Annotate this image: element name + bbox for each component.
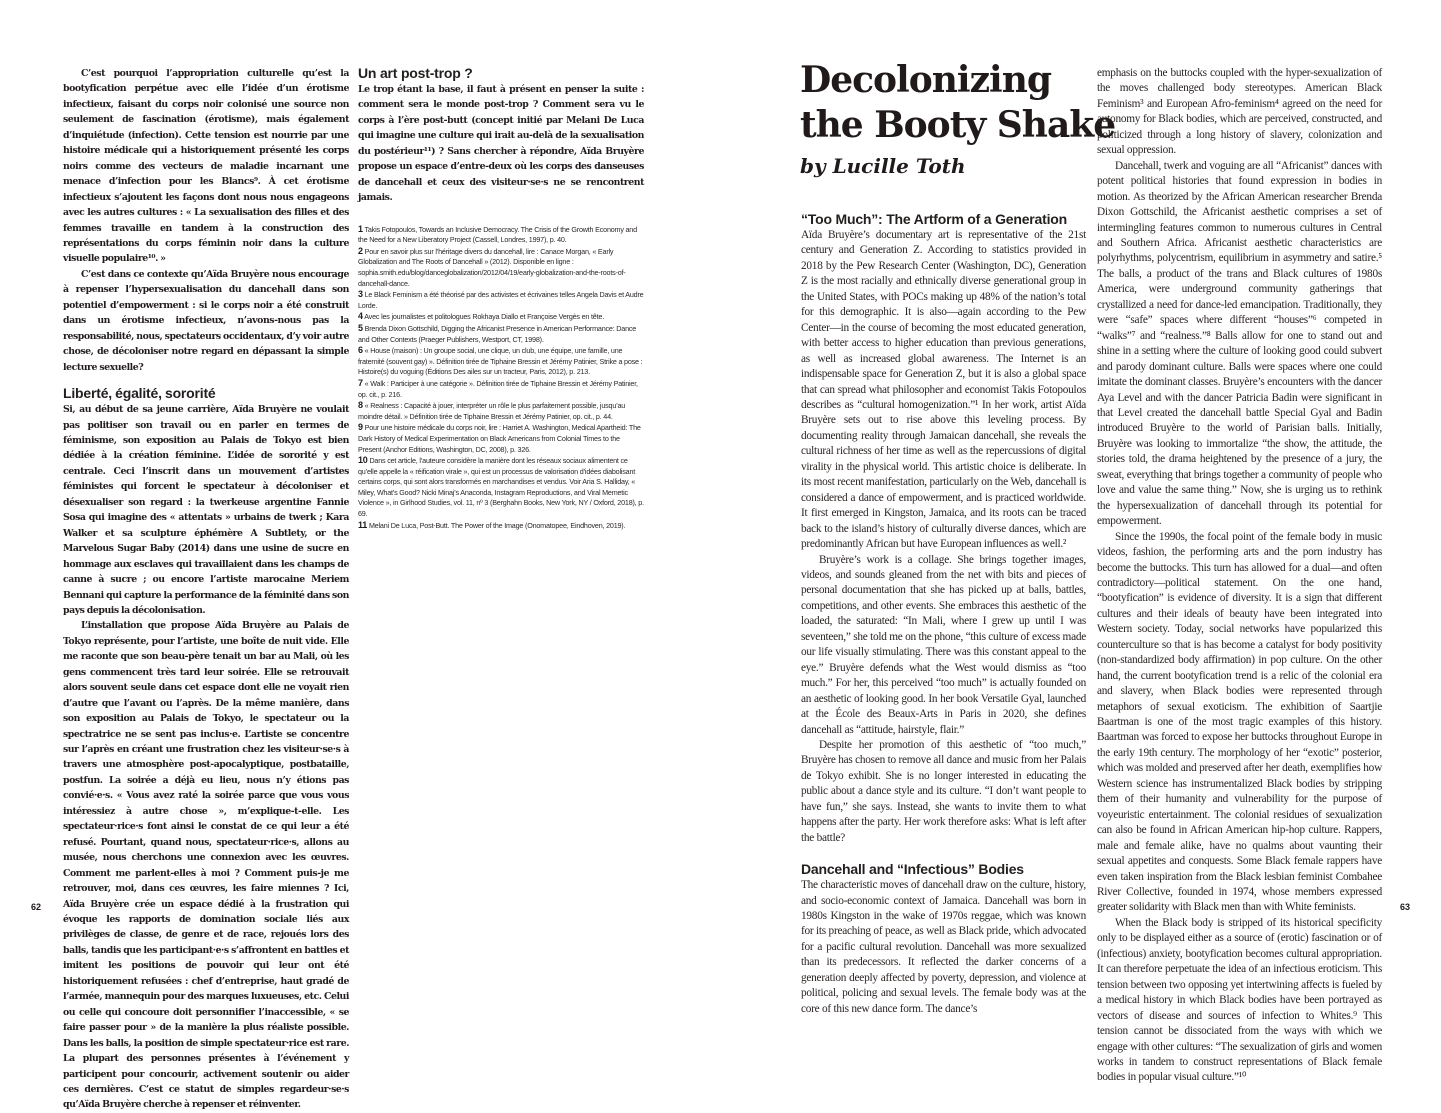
paragraph: When the Black body is stripped of its historical specificity only to be displayed either as a source of (erotic) fascination or of (infectious) anxiety, bootyfication becomes cultural appropriation. It can therefore perpetuate the idea of an infectious eroticism. This tension between two opposing yet intertwining affects is fueled by a medical history in which Black bodies have been portrayed as vectors of disease and sources of infection to Whites.⁹ This tension cannot be dissociated from the ways with which we engage with other cultures: “The sexualization of girls and women works in tandem to construct representations of Black female bodies in popular visual culture.”¹⁰ xyxy=(1097,916,1382,1084)
footnotes xyxy=(358,224,644,532)
footnote-number: 4 xyxy=(358,311,363,322)
footnote xyxy=(358,455,644,520)
article-title-line-1: Decolonizing xyxy=(800,59,1052,101)
article-byline: by Lucille Toth xyxy=(800,154,966,178)
footnote-number: 10 xyxy=(358,455,368,466)
footnote xyxy=(358,224,644,246)
article-header xyxy=(800,58,1116,178)
paragraph: L’installation que propose Aïda Bruyère au Palais de Tokyo représente, pour l’artiste, une boîte de nuit vide. Elle me raconte que son beau-père tenait un bar au Mali, où les gens commencent très tard leur soirée. Elle se retrouvait alors souvent seule dans cet espace dont elle ne voyait rien d’autre que l’avant ou l’après. De la même manière, dans son exposition au Palais de Tokyo, le spectateur ou la spectratrice ne se sent pas inclus·e. L’artiste se concentre sur l’après en créant une frustration chez les visiteur·se·s à travers une atmosphère post-apocalyptique, postbataille, postfun. La soirée a déjà eu lieu, nous n’y étions pas convié·e·s. « Vous avez raté la soirée parce que vous vous intéressiez à autre chose », m’explique-t-elle. Les spectateur·rice·s font ainsi le constat de ce qui leur a été refusé. Pourtant, quand nous, spectateur·rice·s, allons au musée, nous cherchons une connexion avec les œuvres. Comment me parlent-elles à moi ? Comment puis-je me retrouver, moi, dans ces œuvres, les faire miennes ? Ici, Aïda Bruyère crée un espace dédié à la frustration qui évoque les rapports de domination sociale liés aux privilèges de classe, de genre et de race, rejoués lors des balls, tandis que les participant·e·s s’affrontent en battles et imitent les positions de pouvoir qui leur ont été historiquement refusées : chef d’entreprise, haut gradé de l’armée, mannequin pour des marques luxueuses, etc. Celui ou celle qui concoure doit personnifier l’inaccessible, « se faire passer pour » de la manière la plus réaliste possible. Dans les balls, la position de simple spectateur·rice est rare. La plupart des personnes présentes à l’événement y participent pour concourir, activement soutenir ou aider ces dernières. C’est ce statut de simples regardeur·se·s qu’Aïda Bruyère cherche à repenser et réinventer. xyxy=(63,620,349,1111)
footnote-number: 1 xyxy=(358,223,363,234)
paragraph: emphasis on the buttocks coupled with the hyper-sexualization of the moves challenged body stereotypes. American Black Feminism³ and European Afro-feminism⁴ agreed on the need for autonomy for Black bodies, which are perceived, constructed, and politicized through a long history of slavery, colonization and sexual oppression. xyxy=(1097,67,1382,157)
footnote-number: 9 xyxy=(358,422,363,433)
paragraph: Since the 1990s, the focal point of the female body in music videos, fashion, the performing arts and the porn industry has become the buttocks. This turn has allowed for a dual—and often contradictory—political statement. On the one hand, “bootyfication” is evidence of diversity. It is a sign that different cultures and their ideals of beauty have been integrated into Western society. Today, social networks have popularized this counterculture so that is has become a catalyst for body positivity (non-standardized body affirmation) in pop culture. On the other hand, the current bootyfication trend is a relic of the colonial era and slavery, when Black bodies were represented through metaphors of sexual exoticism. The exhibition of Saartjie Baartman is one of the most tragic examples of this history. Baartman was forced to expose her buttocks throughout Europe in the early 19th century. The morphology of her “exotic” posterior, which was molded and preserved after her death, exemplifies how Western science has instrumentalized Black bodies by stripping them of their humanity and vulnerability for the purpose of voyeuristic entertainment. The colonial residues of sexualization can also be found in African American hip-hop culture. Rappers, male and female alike, have no qualms about vaunting their sexual appetites and conquests. Some Black female rappers have even taken inspiration from the Black lesbian feminist Combahee River Collective, founded in 1974, whose members expressed greater solidarity with Black men than with White feminists. xyxy=(1097,530,1382,914)
footnote xyxy=(358,246,644,289)
paragraph: Le trop étant la base, il faut à présent en penser la suite : comment sera le monde post-trop ? Comment sera vu le corps à l’ère post-butt (concept initié par Melani De Luca qui imagine une culture qui irait au-delà de la sexualisation du postérieur¹¹) ? Sans chercher à répondre, Aïda Bruyère propose un espace d’entre-deux où les corps des danseuses de dancehall et ceux des visiteur·se·s ne se rencontrent jamais. xyxy=(358,84,644,204)
paragraph: C’est pourquoi l’appropriation culturelle qu’est la bootyfication perpétue avec elle l’idée d’un érotisme infectieux, faisant du corps noir colonisé une source non seulement de fascination (érotisme), mais également d’inquiétude (infection). Cette tension est nourrie par une histoire médicale qui a historiquement présenté les corps noirs comme des vecteurs de maladie incarnant une menace d’infection pour les Blancs⁹. À cet érotisme infectieux s’ajoutent les façons dont nous nous engageons avec les autres cultures : « La sexualisation des filles et des femmes travaille en tandem à la construction des représentations du corps féminin noir dans la culture visuelle populaire¹⁰. » xyxy=(63,68,349,265)
footnote-text: Takis Fotopoulos, Towards an Inclusive Democracy. The Crisis of the Growth Economy and the Need for a New Liberatory Project (Cassell, Londres, 1997), p. 40. xyxy=(358,224,637,245)
article-title-line-2: the Booty Shake xyxy=(800,104,1116,146)
footnote-number: 3 xyxy=(358,289,363,300)
footnote xyxy=(358,289,644,311)
footnote-text: « House (maison) : Un groupe social, une clique, un club, une équipe, une famille, une fraternité (souvent gay) ». Définition tirée de Tiphaine Bressin et Jérémy Patinier, Strike a pose : Histoire(s) du voguing (Éditions Des ailes sur un tracteur, Paris, 2012), p. 213. xyxy=(358,346,643,377)
footnote xyxy=(358,400,644,422)
footnote xyxy=(358,422,644,455)
footnote-number: 6 xyxy=(358,345,363,356)
section-heading: Dancehall and “Infectious” Bodies xyxy=(801,861,1024,878)
left-page-column-2 xyxy=(358,64,644,531)
paragraph: C’est dans ce contexte qu’Aïda Bruyère nous encourage à repenser l’hypersexualisation du dancehall dans son potentiel d’empowerment : si le corps noir a été construit dans un érotisme infectieux, n’avons-nous pas la responsabilité, nous, spectateurs occidentaux, d’y voir autre chose, de décoloniser notre regard en dépassant la simple lecture sexuelle? xyxy=(63,268,349,373)
paragraph: Si, au début de sa jeune carrière, Aïda Bruyère ne voulait pas politiser son travail ou en parler en termes de féminisme, son exposition au Palais de Tokyo est bien dédiée à la création féminine. L’idée de sororité y est centrale. Ceci l’inscrit dans un mouvement d’artistes féministes qui forcent le spectateur à décoloniser et désexualiser son regard : la twerkeuse argentine Fannie Sosa qui imagine des « attentats » urbains de twerk ; Kara Walker et sa sculpture éphémère A Subtlety, or the Marvelous Sugar Baby (2014) dans une usine de sucre en hommage aux esclaves qui travaillaient dans les champs de canne à sucre ; ou encore l’artiste marocaine Meriem Bennani qui capture la performance de la féminité dans son pays depuis la décolonisation. xyxy=(63,404,349,616)
footnote xyxy=(358,378,644,400)
section-heading: Un art post-trop ? xyxy=(358,65,473,81)
right-page-column-2 xyxy=(1097,66,1382,1086)
footnote xyxy=(358,520,644,532)
paragraph: Aïda Bruyère’s documentary art is representative of the 21st century and Generation Z. According to statistics provided in 2018 by the Pew Research Center (Washington, DC), Generation Z is the most racially and ethnically diverse generational group in the United States, with POCs making up 48% of the nation’s total for this demographic. It is also—again according to the Pew Center—in the course of becoming the most educated generation, with better access to higher education than previous generations, as well as increased global awareness. The Internet is an indispensable space for Generation Z, but it is also a global space that can spread what philosopher and economist Takis Fotopoulos describes as “cultural homogenization.”¹ In her work, artist Aïda Bruyère sets out to rise above this leveling process. By documenting reality through Jamaican dancehall, she reveals the cultural richness of her time as well as the repercussions of digital virality in the physical world. This artistic choice is deliberate. In its most recent manifestation, particularly on the Web, dancehall is considered a dance of empowerment, and is practiced worldwide. It first emerged in Kingston, Jamaica, and its roots can be traced back to the island’s history of culturally diverse dances, which are predominantly African but have European influences as well.² xyxy=(801,229,1086,551)
footnote-number: 7 xyxy=(358,377,363,388)
footnote-text: Dans cet article, l’auteure considère la manière dont les réseaux sociaux alimentent ce qu’elle appelle la « réification virale », qui est un processus de valorisation d’idées diabolisant certains corps, qui sont alors transformés en marchandises et vendus. Voir Aria S. Halliday, « Miley, What’s Good? Nicki Minaj’s Anaconda, Instagram Reproductions, and Viral Memetic Violence », in Girlhood Studies, vol. 11, nº 3 (Berghahn Books, New York, NY / Oxford, 2018), p. 69. xyxy=(358,456,644,519)
footnote xyxy=(358,311,644,323)
footnote-text: « Walk : Participer à une catégorie ». Définition tirée de Tiphaine Bressin et Jérémy Patinier, op. cit., p. 216. xyxy=(358,378,638,399)
footnote-text: Pour en savoir plus sur l’héritage divers du dancehall, lire : Canace Morgan, « Early Globalization and The Roots of Dancehall » (2012). Disponible en ligne : sophia.smith.edu/blog/danceglobalization/2012/04/19/early-globalization-and-the-roots-of-dancehall-dance. xyxy=(358,246,626,288)
section-heading: “Too Much”: The Artform of a Generation xyxy=(801,211,1067,227)
right-page-column-1 xyxy=(801,210,1086,1017)
paragraph: Bruyère’s work is a collage. She brings together images, videos, and sounds gleaned from the net with bits and pieces of personal documentation that she has picked up at balls, battles, competitions, and other events. She embraces this aesthetic of the loaded, the saturated: “In Mali, where I grew up until I was seventeen,” she told me on the phone, “this culture of excess made our life visually stimulating. There was this constant appeal to the eye.” Bruyère defends what the West would dismiss as “too much.” For her, this perceived “too much” is actually founded on an aesthetic of looking good. In her book Versatile Gyal, launched at the École des Beaux-Arts in Paris in 2020, she defines dancehall as “attitude, hairstyle, flair.” xyxy=(801,553,1086,736)
footnote-number: 11 xyxy=(358,519,368,530)
footnote-text: Le Black Feminism a été théorisé par des activistes et écrivaines telles Angela Davis et Audre Lorde. xyxy=(358,290,644,310)
footnote-text: Brenda Dixon Gottschild, Digging the Africanist Presence in American Performance: Dance and Other Contexts (Praeger Publishers, Westport, CT, 1998). xyxy=(358,323,637,344)
paragraph: The characteristic moves of dancehall draw on the culture, history, and socio-economic context of Jamaica. Dancehall was born in 1980s Kingston in the wake of 1970s reggae, which was known for its preaching of peace, as well as Black pride, which advocated for a pacific cultural revolution. Dancehall was more sexualized than its predecessors. It reflected the darker concerns of a generation deeply affected by poverty, depression, and violence at political, policing and sexual levels. The female body was at the core of this new dance form. The dance’s xyxy=(801,879,1086,1015)
footnote xyxy=(358,345,644,378)
footnote-number: 8 xyxy=(358,400,363,411)
page-number-left: 62 xyxy=(31,902,42,912)
footnote xyxy=(358,323,644,345)
footnote-text: « Realness : Capacité à jouer, interpréter un rôle le plus parfaitement possible, jusqu’au moindre détail. » Définition tirée de Tiphaine Bressin et Jérémy Patinier, op. cit., p. 44. xyxy=(358,401,626,421)
page-number-right: 63 xyxy=(1400,902,1411,912)
footnote-text: Melani De Luca, Post-Butt. The Power of the Image (Onomatopee, Eindhoven, 2019). xyxy=(368,520,626,530)
footnote-text: Pour une histoire médicale du corps noir, lire : Harriet A. Washington, Medical Apartheid: The Dark History of Medical Experimentation on Black Americans from Colonial Times to the Present (Anchor Editions, Washington, DC, 2008), p. 326. xyxy=(358,423,641,454)
paragraph: Dancehall, twerk and voguing are all “Africanist” dances with potent political histories that found expression in bodies in motion. As theorized by the African American researcher Brenda Dixon Gottschild, the Africanist aesthetic comprises a set of intermingling features common to numerous cultures in Central and Southern Africa. Africanist aesthetic characteristics are polyrhythms, polycentrism, equilibrium in asymmetry and satire.⁵ The balls, a product of the trans and Black cultures of 1980s America, were underground community gatherings that crystallized a need for dance-led emancipation. Traditionally, they were “safe” spaces where different “houses”⁶ competed in “walks”⁷ and “realness.”⁸ Balls allow for one to stand out and shine in a setting where the culture of looking good could subvert and parody dominant culture. Balls were spaces where one could imitate the dominant classes. Bruyère’s encounters with the dancer Aya Level and with the dancer Patricia Badin were significant in that Level created the dancehall battle Special Gyal and Badin introduced Bruyère to the world of Parisian balls. Initially, Bruyère was looking to immortalize “the show, the attitude, the stories told, the drama heightened by the presence of a jury, the sweat, everything that brings together a community of people who love and value the same thing.” Now, she is urging us to rethink the hypersexualization of dancehall through its potential for empowerment. xyxy=(1097,159,1382,528)
section-heading: Liberté, égalité, sororité xyxy=(63,385,216,402)
paragraph: Despite her promotion of this aesthetic of “too much,” Bruyère has chosen to remove all dance and music from her Palais de Tokyo exhibit. She is no longer interested in educating the public about a dance style and its culture. “I don’t want people to have fun,” she says. Instead, she wants to invite them to what happens after the party. Her work therefore asks: What is left after the battle? xyxy=(801,738,1086,844)
footnote-number: 2 xyxy=(358,245,363,256)
footnote-text: Avec les journalistes et politologues Rokhaya Diallo et Françoise Vergès en tête. xyxy=(364,312,604,322)
footnote-number: 5 xyxy=(358,322,363,333)
left-page-column-1 xyxy=(63,66,349,1113)
